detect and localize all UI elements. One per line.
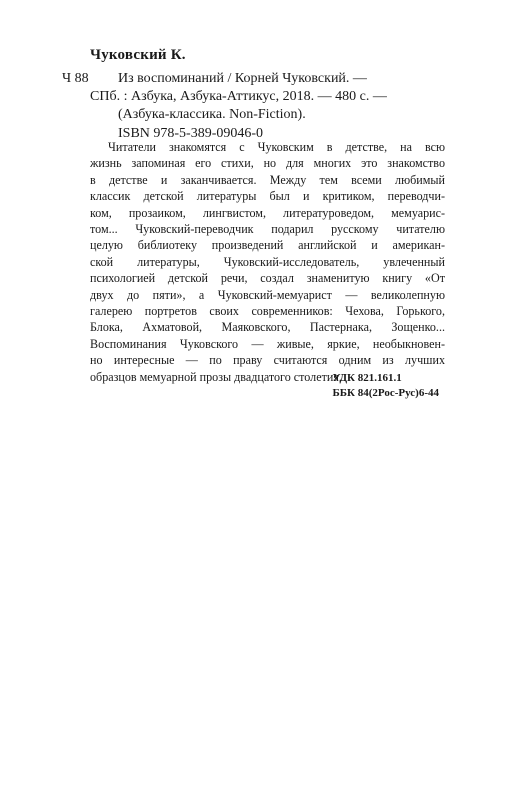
isbn-line: ISBN 978-5-389-09046-0 bbox=[118, 125, 264, 141]
title-line: Из воспоминаний / Корней Чуковский. — bbox=[118, 71, 367, 86]
annotation-line: Воспоминания Чуковского — живые, яркие, необыкновен- bbox=[90, 336, 445, 351]
annotation-line: психологией детской речи, создал знаменитую книгу «От bbox=[90, 271, 445, 286]
annotation-line: образцов мемуарной прозы двадцатого столетия. bbox=[90, 369, 342, 384]
series-line: (Азбука-классика. Non-Fiction). bbox=[118, 107, 306, 123]
annotation-paragraph bbox=[90, 139, 445, 385]
annotation-line: ской литературы, Чуковский-исследователь, увлеченный bbox=[90, 254, 445, 269]
annotation-line: ком, прозаиком, лингвистом, литературоведом, мемуарис- bbox=[90, 205, 445, 220]
annotation-line: двух до пяти», а Чуковский-мемуарист — великолепную bbox=[90, 287, 445, 302]
bbk-index: ББК 84(2Рос-Рус)6-44 bbox=[332, 387, 439, 399]
annotation-line: Читатели знакомятся с Чуковским в детстве, на всю bbox=[108, 140, 445, 154]
annotation-line: классик детской литературы был и критиком, переводчи- bbox=[90, 189, 445, 204]
annotation-line: в детстве и заканчивается. Между тем всеми любимый bbox=[90, 172, 445, 187]
udk-index: УДК 821.161.1 bbox=[332, 372, 402, 384]
classification-indices bbox=[332, 371, 439, 401]
annotation-line: том... Чуковский-переводчик подарил русскому читателю bbox=[90, 222, 445, 237]
annotation-line: жизнь запоминая его стихи, но для многих это знакомство bbox=[90, 156, 445, 171]
bibliographic-description bbox=[90, 70, 458, 143]
publication-line: СПб. : Азбука, Азбука-Аттикус, 2018. — 480 с. — bbox=[90, 89, 387, 105]
catalog-code: Ч 88 bbox=[62, 71, 89, 86]
annotation-line: но интересные — по праву считаются одним из лучших bbox=[90, 353, 445, 368]
annotation-line: Блока, Ахматовой, Маяковского, Пастернака, Зощенко... bbox=[90, 320, 445, 335]
annotation-line: целую библиотеку произведений английской и американ- bbox=[90, 238, 445, 253]
annotation-line: галерею портретов своих современников: Чехова, Горького, bbox=[90, 304, 445, 319]
author-heading: Чуковский К. bbox=[90, 47, 186, 63]
